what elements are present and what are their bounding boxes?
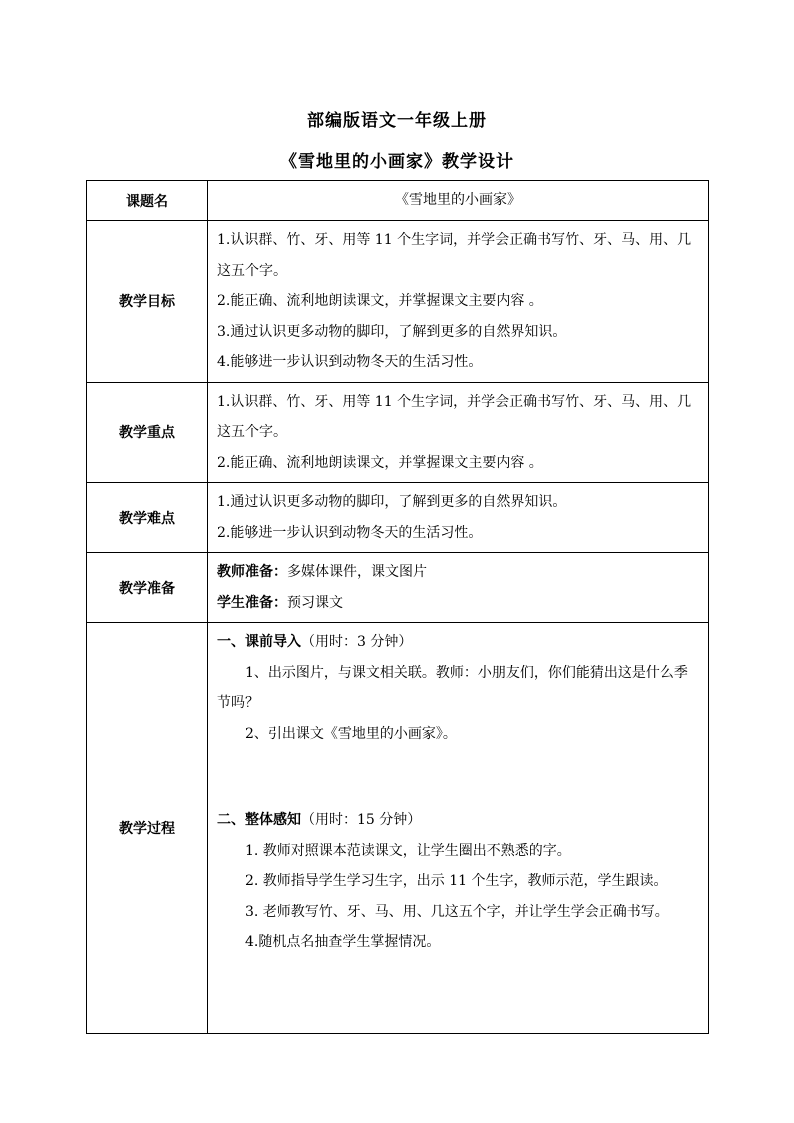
process-content xyxy=(208,623,709,1034)
objectives-label: 教学目标 xyxy=(87,221,208,383)
key-points-label: 教学重点 xyxy=(87,382,208,483)
objective-item: 2.能正确、流利地朗读课文，并掌握课文主要内容 。 xyxy=(217,293,543,309)
difficulties-content xyxy=(208,483,709,553)
process-section-1-heading xyxy=(217,627,700,658)
document-subtitle: 《雪地里的小画家》教学设计 xyxy=(280,152,514,172)
key-point-item: 1.认识群、竹、牙、用等 11 个生字词，并学会正确书写竹、牙、马、用、几这五个字。 xyxy=(217,393,692,440)
process-step: 4.随机点名抽查学生掌握情况。 xyxy=(245,934,441,950)
preparation-content xyxy=(208,553,709,623)
objective-item: 3.通过认识更多动物的脚印，了解到更多的自然界知识。 xyxy=(217,323,567,340)
teacher-preparation xyxy=(217,557,700,588)
process-step: 1、出示图片，与课文相关联。教师：小朋友们，你们能猜出这是什么季节吗？ xyxy=(217,664,688,711)
difficulties-label: 教学难点 xyxy=(87,483,208,553)
objective-item: 4.能够进一步认识到动物冬天的生活习性。 xyxy=(217,354,483,370)
lesson-plan-table xyxy=(86,180,709,1034)
document-title: 部编版语文一年级上册 xyxy=(307,111,487,131)
section-2-time: （用时：15 分钟） xyxy=(301,812,422,828)
process-step: 2. 教师指导学生学习生字，出示 11 个生字，教师示范，学生跟读。 xyxy=(245,873,668,889)
topic-label: 课题名 xyxy=(87,181,208,221)
student-preparation-label: 学生准备： xyxy=(217,594,287,611)
process-step: 3. 老师教写竹、牙、马、用、几这五个字，并让学生学会正确书写。 xyxy=(245,903,669,920)
teacher-preparation-value: 多媒体课件，课文图片 xyxy=(287,564,427,580)
table-row-difficulties xyxy=(87,483,709,553)
table-row-key-points xyxy=(87,382,709,483)
process-section-2-heading xyxy=(217,805,700,836)
objectives-content xyxy=(208,221,709,383)
difficulty-item: 1.通过认识更多动物的脚印，了解到更多的自然界知识。 xyxy=(217,494,567,510)
table-row-preparation xyxy=(87,553,709,623)
teacher-preparation-label: 教师准备： xyxy=(217,564,287,580)
section-1-title: 一、课前导入 xyxy=(217,634,301,650)
preparation-label: 教学准备 xyxy=(87,553,208,623)
table-row-topic xyxy=(87,181,709,221)
key-points-content xyxy=(208,382,709,483)
section-2-title: 二、整体感知 xyxy=(217,812,301,828)
section-gap xyxy=(217,749,700,805)
student-preparation xyxy=(217,588,700,619)
section-1-time: （用时：3 分钟） xyxy=(301,634,413,650)
process-step: 1. 教师对照课本范读课文，让学生圈出不熟悉的字。 xyxy=(245,842,571,859)
process-label: 教学过程 xyxy=(87,623,208,1034)
difficulty-item: 2.能够进一步认识到动物冬天的生活习性。 xyxy=(217,524,483,541)
key-point-item: 2.能正确、流利地朗读课文，并掌握课文主要内容 。 xyxy=(217,454,543,471)
table-row-objectives xyxy=(87,221,709,383)
table-row-process xyxy=(87,623,709,1034)
topic-value: 《雪地里的小画家》 xyxy=(208,181,709,221)
process-step: 2、引出课文《雪地里的小画家》。 xyxy=(245,725,457,742)
student-preparation-value: 预习课文 xyxy=(287,594,343,611)
objective-item: 1.认识群、竹、牙、用等 11 个生字词，并学会正确书写竹、牙、马、用、几这五个字。 xyxy=(217,232,692,279)
